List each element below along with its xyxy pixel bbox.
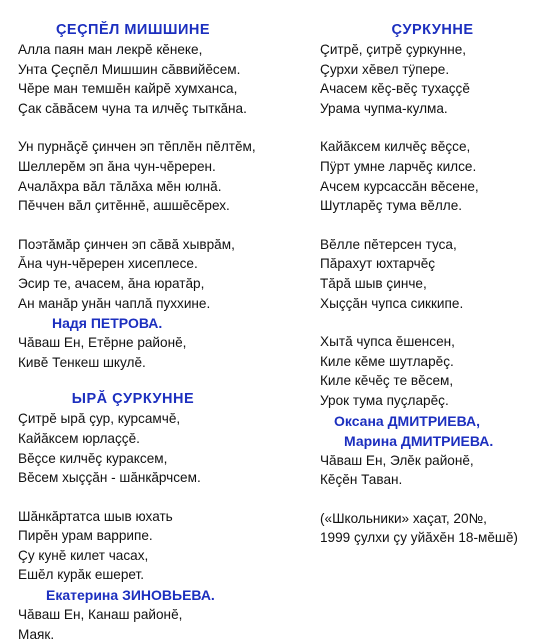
poem-line: Ачалăхра вăл тăлăха мĕн юлнă. [18,178,222,194]
poem-line: Ăна чун-чĕререн хисеплесе. [18,256,198,272]
poem-place: Чăваш Ен, Канаш районĕ, [18,607,183,623]
source-note: («Школьники» хаçат, 20№, [320,510,487,526]
poem-line: Çак сăвăсем чуна та илчĕç тыткăна. [18,100,247,116]
poem-line: Хыççăн чупса сиккипе. [320,295,464,311]
source-note: 1999 çулхи çу уйăхĕн 18-мĕшĕ) [320,530,518,546]
poem-line: Çитрĕ ырă çур, курсамчĕ, [18,411,181,427]
poem-place: Кĕçĕн Таван. [320,472,403,488]
poem-place: Кивĕ Тенкеш шкулĕ. [18,354,146,370]
poem-line: Çу кунĕ килет часах, [18,547,149,563]
poem-line: Ун пурнăçĕ çинчен эп тĕплĕн пĕлтĕм, [18,139,256,155]
poem-author: Екатерина ЗИНОВЬЕВА. [46,587,215,604]
poem-line: Кайăксем юрлаççĕ. [18,430,140,446]
poem-line: Ан манăр унăн чаплă пуххине. [18,295,211,311]
poem-title: ЫРĂ ÇУРКУННЕ [71,391,195,408]
poem-author: Надя ПЕТРОВА. [52,315,163,332]
poem-line: Çурхи хĕвел тÿпере. [320,61,450,77]
poem-line: Ачасем кĕç-вĕç тухаççĕ [320,81,470,97]
poem-line: Пĕччен вăл çитĕннĕ, ашшĕсĕрех. [18,198,230,214]
poem-line: Вĕсем хыççăн - шăнкăрчсем. [18,470,201,486]
poem-place: Чăваш Ен, Етĕрне районĕ, [18,335,187,351]
poem-line: Вĕлле пĕтерсен туса, [320,236,457,252]
poem-line: Пÿрт умне ларчĕç килсе. [320,158,477,174]
poem-line: Киле кĕчĕç те вĕсем, [320,373,454,389]
poem-line: Пăрахут юхтарчĕç [320,256,436,272]
poem-line: Шеллерĕм эп ăна чун-чĕререн. [18,158,216,174]
poem-line: Киле кĕме шутларĕç. [320,353,454,369]
poem-place: Чăваш Ен, Элĕк районĕ, [320,452,474,468]
poem-title: ÇЕÇПĔЛ МИШШИНЕ [55,22,211,38]
poem-line: Унта Çеçпĕл Мишшин сăввийĕсем. [18,61,241,77]
poem-line: Шутларĕç тума вĕлле. [320,198,463,214]
left-column [18,0,308,644]
poem-place: Маяк. [18,626,55,642]
poem-line: Тăрă шыв çинче, [320,275,427,291]
poem-title: ÇУРКУННЕ [391,22,474,38]
poem-line: Ачсем курсассăн вĕсене, [320,178,479,194]
poem-line: Шăнкăртатса шыв юхать [18,508,173,524]
poem-line: Çитрĕ, çитрĕ çуркунне, [320,42,467,57]
poem-line: Чĕре ман темшĕн кайрĕ хумханса, [18,81,238,97]
poem-line: Алла паян ман лекрĕ кĕнеке, [18,42,203,57]
poem-line: Эсир те, ачасем, ăна юратăр, [18,275,205,291]
poem-line: Вĕçсе килчĕç кураксем, [18,450,168,466]
poem-author: Оксана ДМИТРИЕВА, [334,412,480,429]
poem-line: Ешĕл курăк ешерет. [18,567,145,583]
poem-line: Хытă чупса ĕшенсен, [320,334,455,350]
poem-author: Марина ДМИТРИЕВА. [344,432,494,449]
poem-line: Урок тума пуçларĕç. [320,392,449,408]
poem-line: Поэтăмăр çинчен эп сăвă хыврăм, [18,236,235,252]
right-column [320,0,545,548]
poem-line: Пирĕн урам варрипе. [18,528,153,544]
poem-line: Урама чупма-кулма. [320,100,448,116]
poem-line: Кайăксем килчĕç вĕçсе, [320,139,471,155]
